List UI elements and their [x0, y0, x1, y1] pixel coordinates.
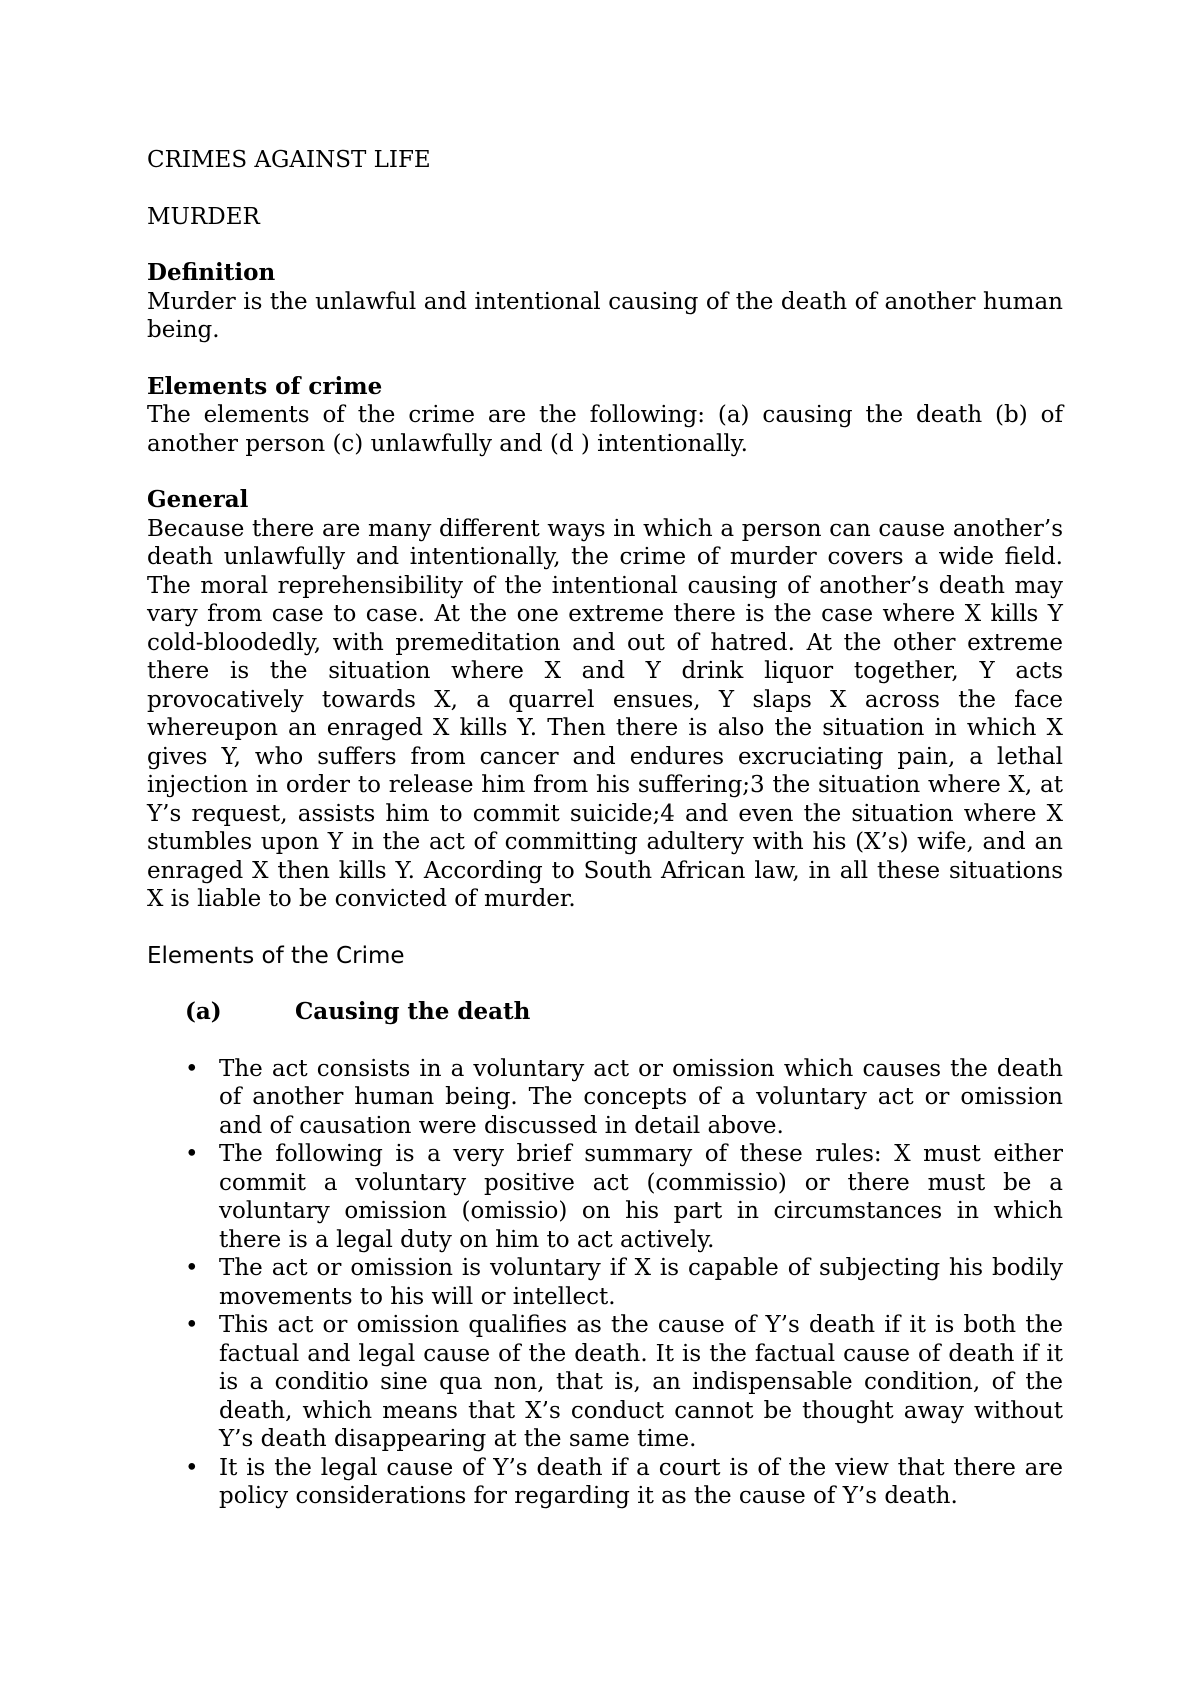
document-title: CRIMES AGAINST LIFE — [147, 147, 431, 173]
list-item — [147, 1454, 1063, 1511]
list-item — [147, 1254, 1063, 1311]
definition-text: Murder is the unlawful and intentional causing of the death of another human being. — [147, 288, 1063, 343]
list-item-text: The following is a very brief summary of these rules: X must either commit a voluntary positive act (commissio) or there must be a voluntary omission (omissio) on his part in circumstances in which there is a legal duty on him to act actively. — [219, 1141, 1063, 1253]
list-item — [147, 1311, 1063, 1454]
bullet-icon: • — [185, 1454, 199, 1481]
bullet-icon: • — [185, 1141, 199, 1167]
definition-heading: Definition — [147, 259, 276, 286]
list-item-text: It is the legal cause of Y’s death if a court is of the view that there are policy considerations for regarding it as the cause of Y’s death. — [219, 1454, 1063, 1509]
bullet-icon: • — [185, 1055, 199, 1082]
subsection-number: (a) — [185, 998, 222, 1025]
general-heading: General — [147, 486, 249, 513]
list-item-text: This act or omission qualifies as the cause of Y’s death if it is both the factual and legal cause of the death. It is the factual cause of death if it is a conditio sine qua non, that is, an indispensable condition, of the death, which means that X’s conduct cannot be thought away without Y’s death disappearing at the same time. — [219, 1312, 1063, 1452]
list-item — [147, 1140, 1063, 1254]
bullet-icon: • — [185, 1255, 199, 1281]
section-title-murder: MURDER — [147, 203, 260, 230]
list-item-text: The act or omission is voluntary if X is capable of subjecting his bodily movements to his will or intellect. — [219, 1255, 1063, 1310]
document-page — [147, 146, 1063, 1511]
subsection-heading-a — [147, 998, 1063, 1027]
general-text: Because there are many different ways in which a person can cause another’s death unlawfully and intentionally, the crime of murder covers a wide field. The moral reprehensibility of the intentional causing of another’s death may vary from case to case. At the one extreme there is the case where X kills Y cold-bloodedly, with premeditation and out of hatred. At the other extreme there is the situation where X and Y drink liquor together, Y acts provocatively towards X, a quarrel ensues, Y slaps X across the face whereupon an enraged X kills Y. Then there is also the situation in which X gives Y, who suffers from cancer and endures excruciating pain, a lethal injection in order to release him from his suffering;3 the situation where X, at Y’s request, assists him to commit suicide;4 and even the situation where X stumbles upon Y in the act of committing adultery with his (X’s) wife, and an enraged X then kills Y. According to South African law, in all these situations X is liable to be convicted of murder. — [147, 515, 1063, 912]
bullet-list — [147, 1055, 1063, 1511]
list-item-text: The act consists in a voluntary act or omission which causes the death of another human being. The concepts of a voluntary act or omission and of causation were discussed in detail above. — [219, 1055, 1063, 1139]
subsection-title: Causing the death — [295, 998, 531, 1025]
elements-heading: Elements of crime — [147, 372, 383, 400]
list-item — [147, 1055, 1063, 1141]
elements-text: The elements of the crime are the following: (a) causing the death (b) of another person (c) unlawfully and (d ) intentionally. — [147, 402, 1063, 457]
bullet-icon: • — [185, 1312, 199, 1338]
elements-of-crime-label: Elements of the Crime — [147, 942, 405, 969]
